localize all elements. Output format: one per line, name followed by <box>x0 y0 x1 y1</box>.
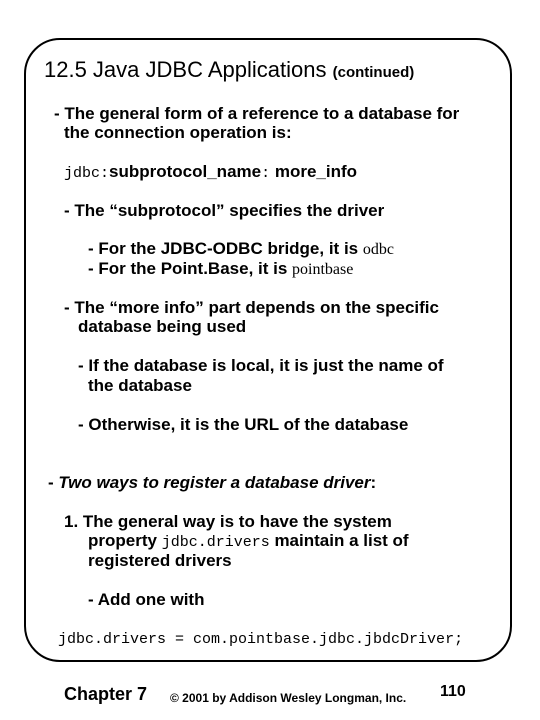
form-subprotocol: subprotocol_name <box>109 162 262 181</box>
add-one-line: - Add one with <box>88 590 205 609</box>
register-text: Two ways to register a database driver <box>58 473 371 492</box>
way1-property: property <box>88 531 162 550</box>
intro-line-2: the connection operation is: <box>64 123 292 142</box>
local-line-1: - If the database is local, it is just the name of <box>78 356 444 375</box>
title-sub: (continued) <box>332 64 415 81</box>
footer-chapter: Chapter 7 <box>64 684 148 704</box>
title-main: 12.5 Java JDBC Applications <box>44 57 333 82</box>
register-colon: : <box>370 473 377 492</box>
drivers-code-line: jdbc.drivers = com.pointbase.jdbc.jbdcDriver; <box>58 631 464 648</box>
general-form <box>64 162 357 184</box>
form-more-info: more_info <box>270 162 358 181</box>
way1-line-1: 1. The general way is to have the system <box>64 512 392 531</box>
form-separator: : <box>261 165 271 182</box>
way1-code: jdbc.drivers <box>161 534 270 551</box>
register-heading <box>48 473 376 493</box>
way1-line-2 <box>88 531 409 553</box>
pointbase-text: - For the Point.Base, it is <box>88 259 293 278</box>
way1-tail: maintain a list of <box>269 531 409 550</box>
more-info-line-2: database being used <box>78 317 247 336</box>
register-dash: - <box>48 473 59 492</box>
pointbase-code: pointbase <box>292 261 354 278</box>
local-line-2: the database <box>88 376 192 395</box>
more-info-line-1: - The “more info” part depends on the specific <box>64 298 439 317</box>
way1-line-3: registered drivers <box>88 551 232 570</box>
slide-title <box>44 57 415 83</box>
form-prefix: jdbc: <box>64 165 110 182</box>
subprotocol-line: - The “subprotocol” specifies the driver <box>64 201 385 220</box>
odbc-text: - For the JDBC-ODBC bridge, it is <box>88 239 363 258</box>
footer-page-number: 110 <box>440 683 466 700</box>
intro-line-1: - The general form of a reference to a database for <box>54 104 460 123</box>
odbc-line <box>88 239 394 260</box>
footer-copyright: © 2001 by Addison Wesley Longman, Inc. <box>170 691 407 705</box>
odbc-code: odbc <box>362 241 394 258</box>
otherwise-line: - Otherwise, it is the URL of the database <box>78 415 409 434</box>
pointbase-line <box>88 259 353 280</box>
